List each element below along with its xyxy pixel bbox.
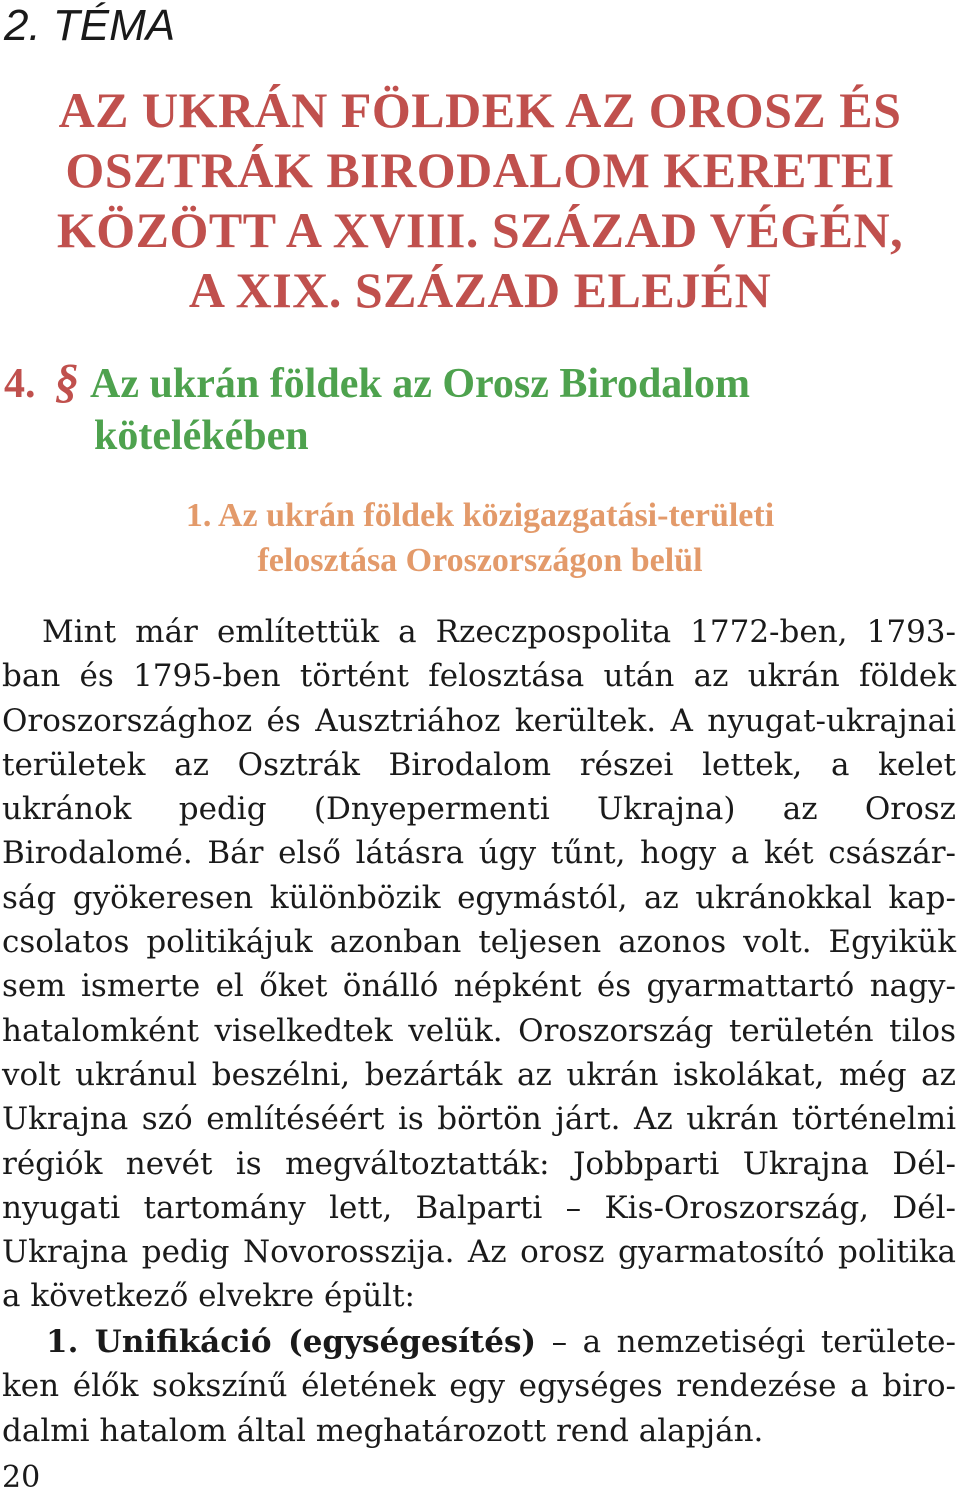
page-number: 20 — [2, 1460, 41, 1495]
main-title-line: A XIX. SZÁZAD ELEJÉN — [188, 262, 772, 318]
main-title-line: OSZTRÁK BIRODALOM KERETEI — [65, 142, 895, 198]
main-title-line: AZ UKRÁN FÖLDEK AZ OROSZ ÉS — [58, 82, 902, 138]
subsection-title-line: felosztása Oroszországon belül — [257, 542, 703, 579]
body-paragraph: Mint már említettük a Rzeczpospolita 1772-ben, 1793-ban és 1795-ben történt felosztása után az ukrán földek Oroszországhoz és Ausztriához kerültek. A nyugat-ukrajnai területek az Osztrák Birodalom részei lettek, a kelet ukránok pedig (Dnyepermenti Ukrajna) az Orosz Birodalomé. Bár első látásra úgy tűnt, hogy a két császárság gyökeresen különbözik egymástól, az ukránokkal kapcsolatos politikájuk azonban teljesen azonos volt. Egyikük sem ismerte el őket önálló népként és gyarmattartó nagyhatalomként viselkedtek velük. Oroszország területén tilos volt ukránul beszélni, bezárták az ukrán iskolákat, még az Ukrajna szó említéséért is börtön járt. Az ukrán történelmi régiók nevét is megváltoztatták: Jobbparti Ukrajna Dél-nyugati tartomány lett, Balparti – Kis-Oroszország, Dél-Ukrajna pedig Novorosszija. Az orosz gyarmatosító politika a következő elvekre épült: — [2, 614, 956, 1315]
theme-label: 2. TÉMA — [4, 1, 176, 50]
main-title-line: KÖZÖTT A XVIII. SZÁZAD VÉGÉN, — [56, 202, 904, 258]
section-number: 4. — [4, 361, 36, 407]
section-title-line: kötelékében — [94, 413, 309, 459]
subsection-title-line: 1. Az ukrán földek közigazgatási-területi — [185, 497, 775, 534]
section-symbol-icon: § — [55, 355, 79, 408]
main-title — [0, 80, 960, 320]
list-item — [2, 1320, 956, 1453]
list-item-term: 1. Unifikáció (egységesítés) — [46, 1324, 537, 1360]
list-item-text: – a nemzetiségi területeken élők sokszínű életének egy egységes rendezése a birodalmi hatalom által meghatározott rend alapján. — [2, 1324, 956, 1449]
section-title-line: Az ukrán földek az Orosz Birodalom — [90, 361, 750, 407]
subsection-heading — [0, 493, 960, 583]
section-heading — [4, 356, 934, 462]
